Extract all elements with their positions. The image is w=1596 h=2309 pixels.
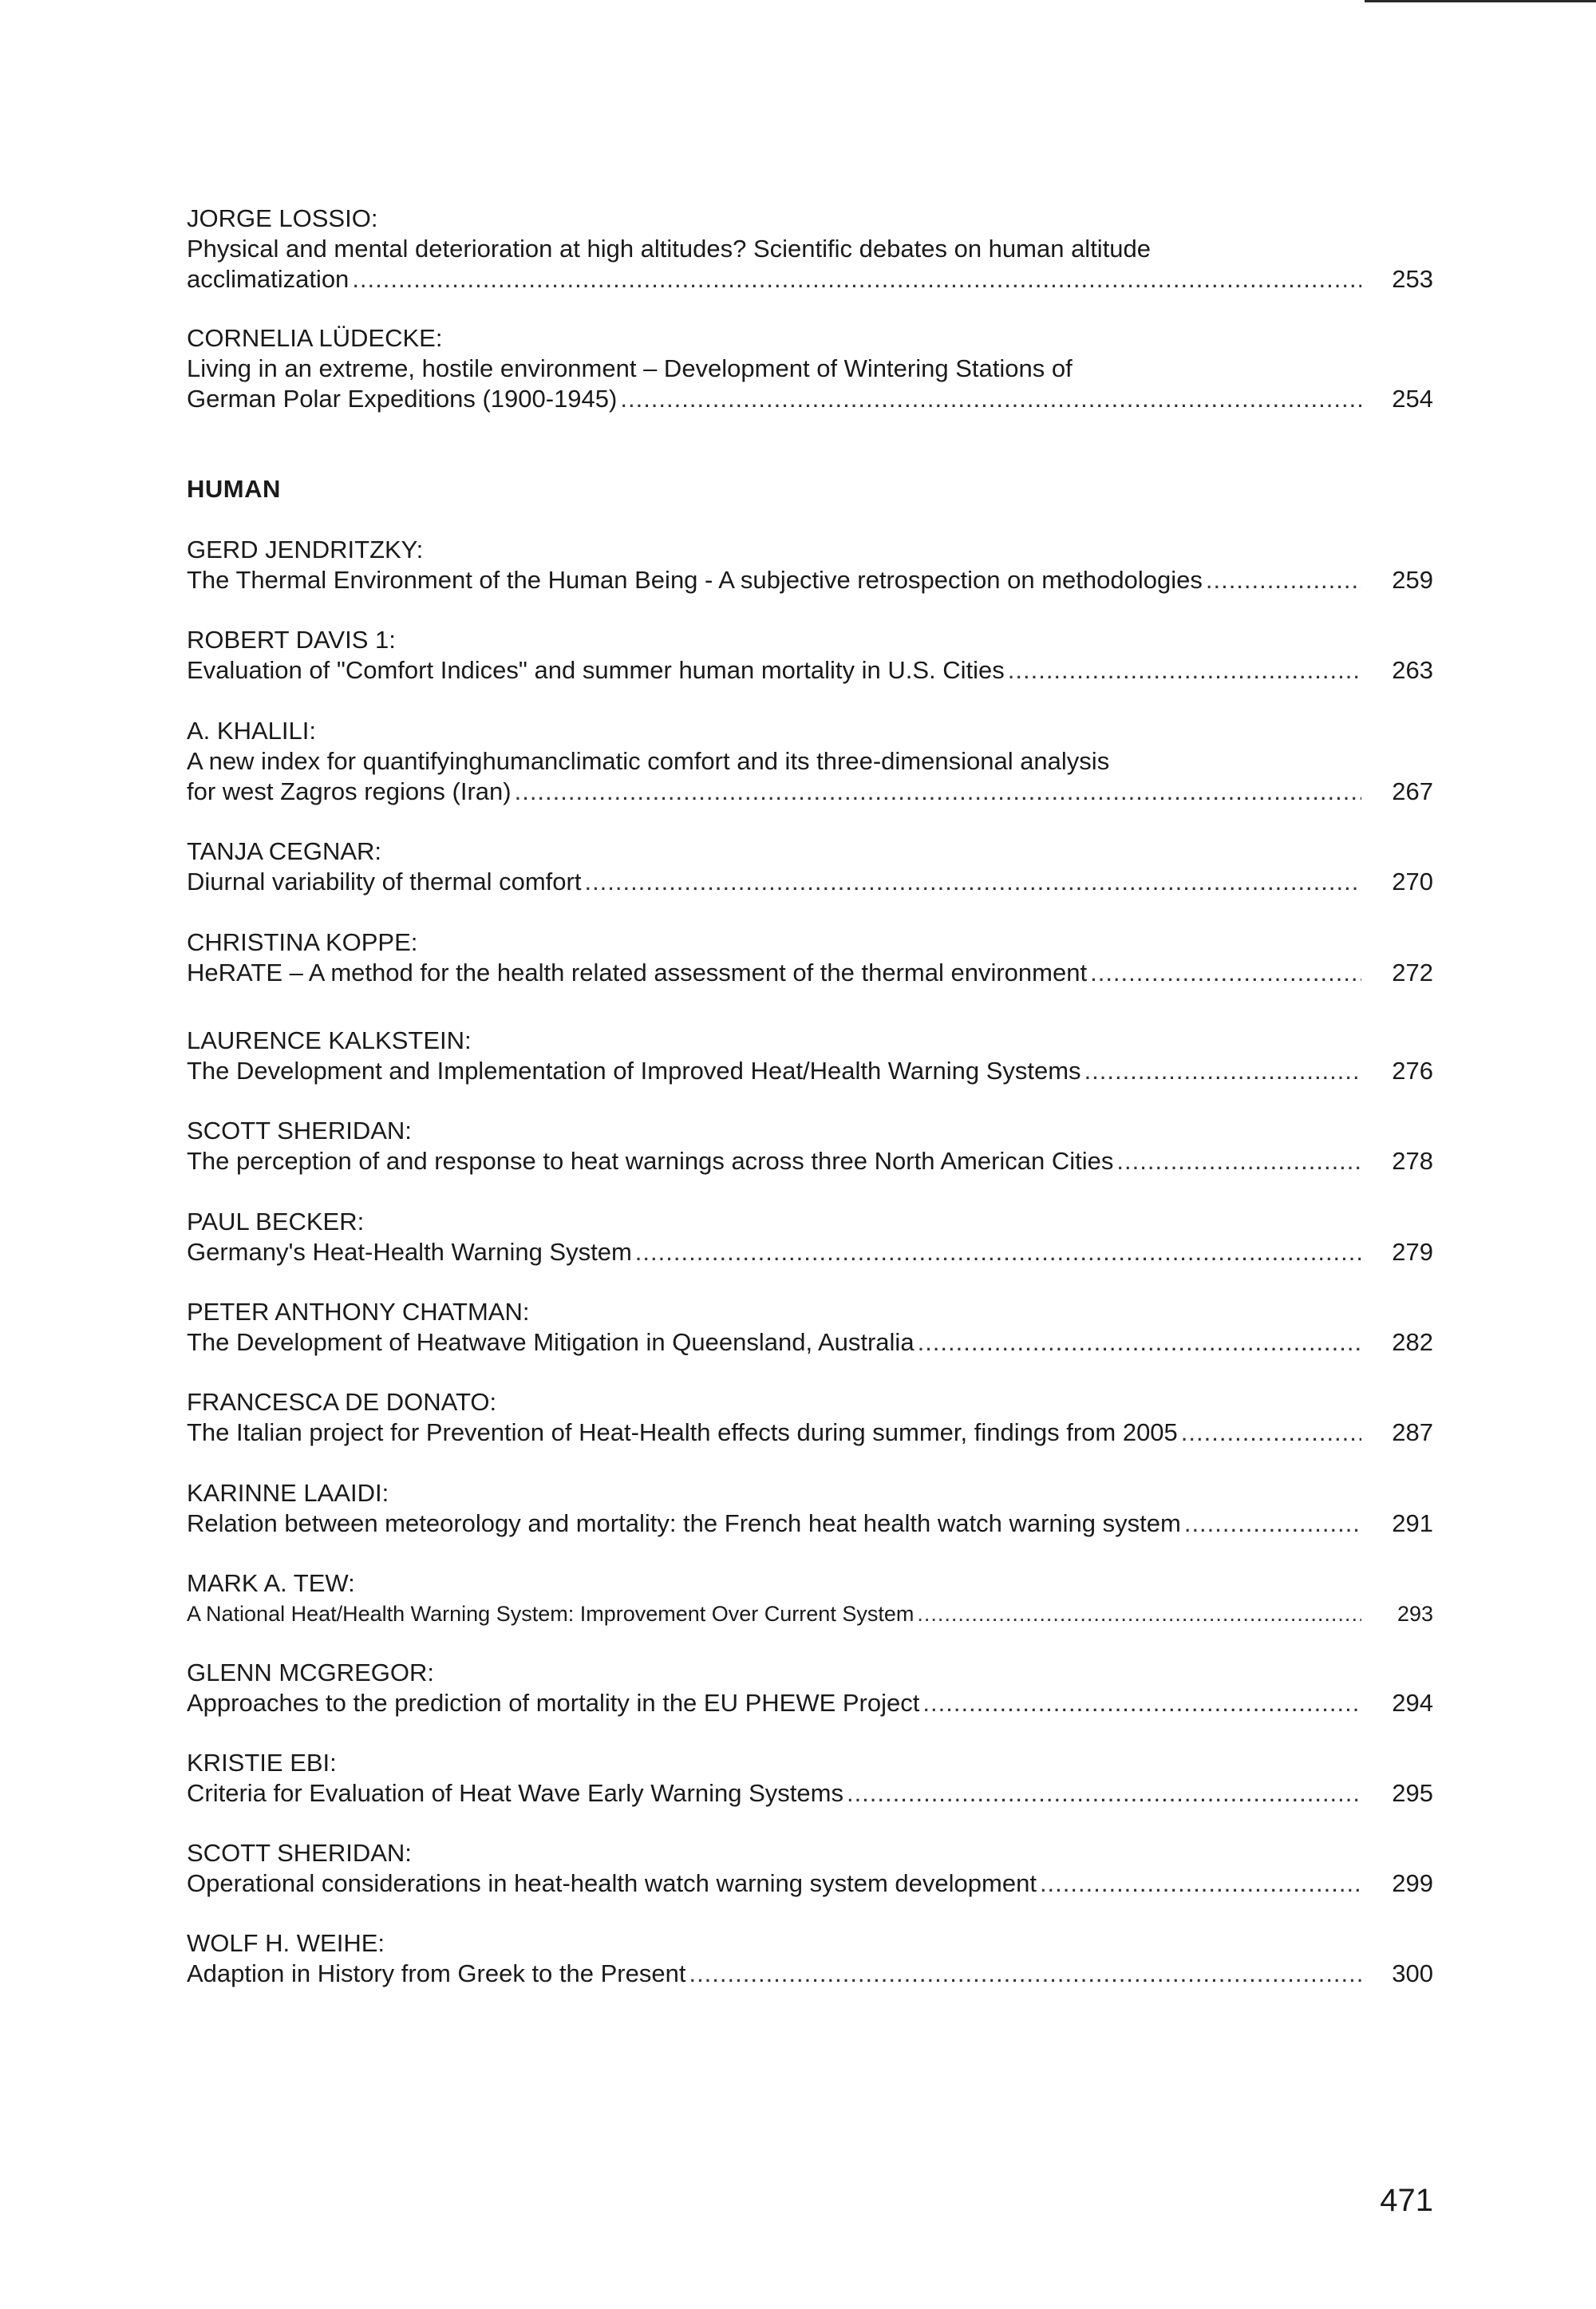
entry-title: A National Heat/Health Warning System: Improvement Over Current System [187,1602,915,1626]
entry-title: Diurnal variability of thermal comfort [187,868,582,896]
entry-title: Germany's Heat-Health Warning System [187,1238,632,1266]
entry-author: PETER ANTHONY CHATMAN: [187,1298,530,1326]
dot-leader [620,384,1361,414]
entry-leader-line [187,1688,1433,1718]
entry-title: Criteria for Evaluation of Heat Wave Early Warning Systems [187,1779,843,1807]
entry-page-number: 254 [1392,385,1433,413]
toc-entry [187,1568,1433,1629]
entry-leader-line [187,1508,1433,1539]
dot-leader [635,1237,1361,1267]
entry-page-number: 278 [1392,1147,1433,1175]
dot-leader [1008,655,1361,686]
dot-leader [922,1688,1361,1718]
toc-entry [187,204,1433,295]
dot-leader [1040,1868,1361,1899]
entry-leader-line [187,1146,1433,1176]
dot-leader [847,1778,1361,1809]
toc-entry [187,1297,1433,1358]
entry-page-number: 263 [1392,656,1433,684]
entry-leader-line [187,867,1433,897]
entry-title-end: for west Zagros regions (Iran) [187,777,512,805]
entry-author: TANJA CEGNAR: [187,837,382,865]
entry-author: LAURENCE KALKSTEIN: [187,1026,472,1054]
entry-leader-line [187,777,1433,807]
entry-title-line: A new index for quantifyinghumanclimatic comfort and its three-dimensional analysis [187,747,1110,775]
entry-author: A. KHALILI: [187,717,316,745]
entry-page-number: 294 [1392,1689,1433,1717]
entry-page-number: 287 [1392,1418,1433,1446]
entry-leader-line [187,264,1433,295]
entry-author: SCOTT SHERIDAN: [187,1117,412,1145]
entry-author: KRISTIE EBI: [187,1749,337,1777]
dot-leader [1184,1508,1361,1539]
entry-page-number: 267 [1392,777,1433,805]
dot-leader [1181,1417,1361,1448]
section-heading: HUMAN [187,475,281,503]
entry-title: HeRATE – A method for the health related assessment of the thermal environment [187,959,1088,986]
entry-leader-line [187,565,1433,595]
toc-entry [187,1116,1433,1176]
toc-entry [187,535,1433,595]
entry-title-end: acclimatization [187,265,350,293]
entry-title: The Thermal Environment of the Human Being - A subjective retrospection on methodologies [187,566,1203,594]
dot-leader [917,1599,1361,1629]
toc-entry [187,1928,1433,1989]
dot-leader [689,1959,1361,1989]
dot-leader [352,264,1361,295]
entry-author: FRANCESCA DE DONATO: [187,1388,497,1416]
entry-leader-line [187,1959,1433,1989]
entry-leader-line [187,384,1433,414]
entry-title-end: German Polar Expeditions (1900-1945) [187,385,618,413]
entry-author: GERD JENDRITZKY: [187,536,424,563]
entry-leader-line [187,1868,1433,1899]
toc-entry [187,927,1433,988]
entry-title: The perception of and response to heat warnings across three North American Cities [187,1147,1114,1175]
toc-entry [187,323,1433,414]
toc-entry [187,1478,1433,1539]
entry-leader-line [187,1056,1433,1086]
dot-leader [1090,958,1361,988]
entry-page-number: 270 [1392,868,1433,896]
entry-page-number: 299 [1392,1869,1433,1897]
entry-title: Relation between meteorology and mortality: the French heat health watch warning system [187,1509,1181,1537]
dot-leader [918,1327,1361,1358]
entry-leader-line [187,1599,1433,1629]
toc-entry [187,625,1433,686]
toc-entry [187,1026,1433,1086]
dot-leader [1116,1146,1361,1176]
entry-leader-line [187,1327,1433,1358]
dot-leader [584,867,1361,897]
dot-leader [1084,1056,1361,1086]
entry-leader-line [187,1417,1433,1448]
entry-title: Adaption in History from Greek to the Present [187,1959,686,1987]
entry-author: WOLF H. WEIHE: [187,1929,385,1957]
toc-entry [187,1207,1433,1267]
entry-page-number: 293 [1396,1602,1433,1626]
dot-leader [515,777,1361,807]
toc-entry [187,1748,1433,1809]
entry-page-number: 259 [1392,566,1433,594]
page-number: 471 [1380,2183,1433,2218]
entry-page-number: 253 [1392,265,1433,293]
entry-title: Approaches to the prediction of mortality in the EU PHEWE Project [187,1689,920,1717]
entry-page-number: 295 [1392,1779,1433,1807]
entry-title: The Development of Heatwave Mitigation in Queensland, Australia [187,1328,915,1356]
entry-page-number: 272 [1392,959,1433,986]
entry-page-number: 276 [1392,1057,1433,1085]
entry-title: The Italian project for Prevention of Heat-Health effects during summer, findings from 2005 [187,1418,1178,1446]
entry-author: CHRISTINA KOPPE: [187,928,418,956]
entry-page-number: 279 [1392,1238,1433,1266]
entry-author: CORNELIA LÜDECKE: [187,324,443,352]
entry-author: JORGE LOSSIO: [187,204,378,232]
entry-page-number: 282 [1392,1328,1433,1356]
entry-title: Operational considerations in heat-health watch warning system development [187,1869,1037,1897]
entry-author: KARINNE LAAIDI: [187,1479,389,1507]
entry-page-number: 291 [1392,1509,1433,1537]
scan-edge-line [1365,0,1596,2]
entry-leader-line [187,1237,1433,1267]
entry-leader-line [187,1778,1433,1809]
entry-leader-line [187,655,1433,686]
entry-page-number: 300 [1392,1959,1433,1987]
dot-leader [1206,565,1361,595]
entry-author: GLENN MCGREGOR: [187,1659,435,1686]
entry-title-line: Physical and mental deterioration at high altitudes? Scientific debates on human altitude [187,235,1152,263]
entry-title: Evaluation of "Comfort Indices" and summer human mortality in U.S. Cities [187,656,1005,684]
entry-title: The Development and Implementation of Improved Heat/Health Warning Systems [187,1057,1081,1085]
toc-entry [187,836,1433,897]
toc-entry [187,1658,1433,1718]
entry-author: ROBERT DAVIS 1: [187,626,396,654]
toc-entry [187,1387,1433,1448]
toc-entry [187,1838,1433,1899]
toc-entry [187,716,1433,807]
entry-title-line: Living in an extreme, hostile environment – Development of Wintering Stations of [187,354,1073,382]
entry-author: SCOTT SHERIDAN: [187,1839,412,1867]
entry-author: MARK A. TEW: [187,1569,355,1597]
entry-author: PAUL BECKER: [187,1208,365,1236]
entry-leader-line [187,958,1433,988]
